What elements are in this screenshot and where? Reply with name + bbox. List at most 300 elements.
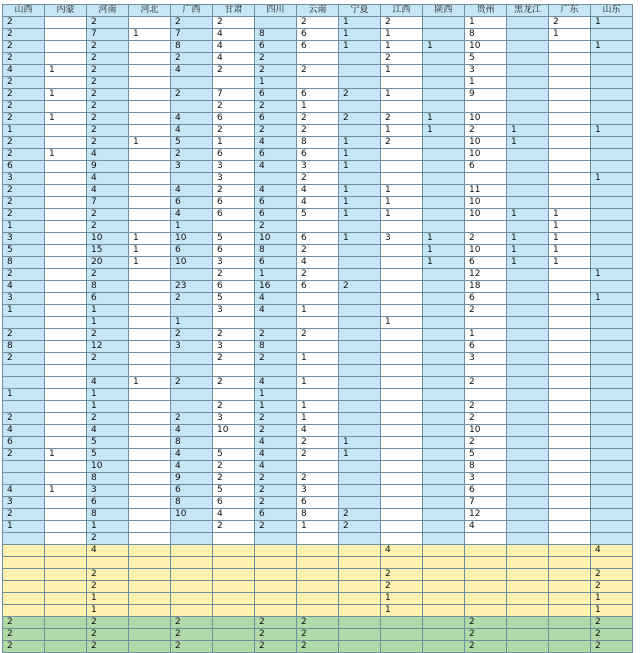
table-cell[interactable]: 2 — [297, 641, 339, 653]
table-cell[interactable] — [549, 545, 591, 557]
table-cell[interactable] — [549, 365, 591, 377]
table-cell[interactable]: 5 — [3, 245, 45, 257]
table-cell[interactable]: 2 — [297, 629, 339, 641]
table-cell[interactable] — [45, 317, 87, 329]
table-cell[interactable]: 2 — [255, 629, 297, 641]
table-cell[interactable] — [507, 149, 549, 161]
table-cell[interactable] — [591, 89, 633, 101]
table-cell[interactable] — [171, 365, 213, 377]
table-cell[interactable] — [423, 197, 465, 209]
table-cell[interactable] — [213, 545, 255, 557]
table-cell[interactable] — [423, 209, 465, 221]
table-cell[interactable]: 2 — [3, 185, 45, 197]
table-cell[interactable] — [129, 173, 171, 185]
table-cell[interactable]: 1 — [465, 329, 507, 341]
table-cell[interactable]: 2 — [171, 629, 213, 641]
table-cell[interactable] — [3, 533, 45, 545]
table-cell[interactable] — [339, 329, 381, 341]
table-cell[interactable] — [423, 341, 465, 353]
table-cell[interactable]: 1 — [507, 137, 549, 149]
table-cell[interactable] — [465, 593, 507, 605]
table-cell[interactable] — [3, 365, 45, 377]
table-cell[interactable] — [45, 569, 87, 581]
table-cell[interactable]: 2 — [87, 77, 129, 89]
table-cell[interactable] — [381, 449, 423, 461]
table-cell[interactable] — [45, 293, 87, 305]
table-cell[interactable]: 5 — [465, 53, 507, 65]
table-cell[interactable] — [591, 509, 633, 521]
table-cell[interactable]: 1 — [339, 137, 381, 149]
table-cell[interactable] — [339, 353, 381, 365]
table-cell[interactable] — [591, 497, 633, 509]
table-cell[interactable]: 12 — [465, 509, 507, 521]
table-cell[interactable] — [129, 89, 171, 101]
table-cell[interactable] — [381, 425, 423, 437]
table-cell[interactable] — [129, 641, 171, 653]
table-cell[interactable] — [507, 173, 549, 185]
table-cell[interactable] — [129, 53, 171, 65]
table-cell[interactable]: 10 — [465, 197, 507, 209]
table-cell[interactable] — [381, 485, 423, 497]
table-cell[interactable] — [549, 569, 591, 581]
table-cell[interactable]: 1 — [591, 593, 633, 605]
table-cell[interactable]: 7 — [213, 89, 255, 101]
table-cell[interactable]: 4 — [87, 173, 129, 185]
table-cell[interactable]: 1 — [255, 389, 297, 401]
table-cell[interactable] — [549, 497, 591, 509]
table-cell[interactable]: 1 — [87, 593, 129, 605]
table-cell[interactable] — [591, 557, 633, 569]
table-cell[interactable]: 2 — [87, 209, 129, 221]
table-cell[interactable]: 2 — [171, 53, 213, 65]
table-cell[interactable] — [45, 161, 87, 173]
table-cell[interactable] — [549, 353, 591, 365]
table-cell[interactable]: 1 — [339, 233, 381, 245]
table-cell[interactable]: 2 — [381, 17, 423, 29]
table-cell[interactable]: 4 — [87, 149, 129, 161]
table-cell[interactable] — [339, 101, 381, 113]
table-cell[interactable] — [591, 329, 633, 341]
table-cell[interactable] — [255, 317, 297, 329]
table-cell[interactable] — [171, 269, 213, 281]
table-cell[interactable]: 3 — [87, 485, 129, 497]
table-cell[interactable] — [255, 17, 297, 29]
table-cell[interactable] — [129, 161, 171, 173]
table-cell[interactable]: 2 — [3, 29, 45, 41]
table-cell[interactable] — [129, 125, 171, 137]
table-cell[interactable] — [549, 317, 591, 329]
table-cell[interactable] — [297, 605, 339, 617]
table-cell[interactable] — [339, 401, 381, 413]
table-cell[interactable] — [297, 593, 339, 605]
table-cell[interactable] — [255, 581, 297, 593]
table-cell[interactable] — [339, 605, 381, 617]
table-cell[interactable]: 2 — [3, 149, 45, 161]
table-cell[interactable] — [381, 401, 423, 413]
table-cell[interactable] — [423, 329, 465, 341]
table-cell[interactable]: 4 — [213, 29, 255, 41]
table-cell[interactable] — [549, 173, 591, 185]
table-cell[interactable] — [339, 317, 381, 329]
table-cell[interactable]: 2 — [3, 17, 45, 29]
table-cell[interactable]: 2 — [3, 413, 45, 425]
table-cell[interactable] — [45, 173, 87, 185]
table-cell[interactable] — [591, 29, 633, 41]
table-cell[interactable] — [339, 245, 381, 257]
table-cell[interactable] — [549, 533, 591, 545]
table-cell[interactable]: 2 — [381, 137, 423, 149]
table-cell[interactable]: 2 — [87, 137, 129, 149]
table-cell[interactable] — [591, 521, 633, 533]
table-cell[interactable]: 1 — [507, 125, 549, 137]
table-cell[interactable] — [423, 413, 465, 425]
table-cell[interactable] — [465, 365, 507, 377]
table-cell[interactable] — [213, 557, 255, 569]
table-cell[interactable]: 3 — [213, 305, 255, 317]
table-cell[interactable] — [507, 629, 549, 641]
table-cell[interactable] — [465, 545, 507, 557]
column-header[interactable]: 内蒙 — [45, 5, 87, 17]
table-cell[interactable]: 2 — [87, 41, 129, 53]
table-cell[interactable]: 4 — [3, 65, 45, 77]
table-cell[interactable]: 4 — [591, 545, 633, 557]
table-cell[interactable] — [423, 605, 465, 617]
table-cell[interactable]: 2 — [87, 329, 129, 341]
table-cell[interactable]: 2 — [465, 617, 507, 629]
table-cell[interactable] — [45, 329, 87, 341]
table-cell[interactable] — [297, 389, 339, 401]
table-cell[interactable] — [45, 365, 87, 377]
table-cell[interactable] — [507, 221, 549, 233]
table-cell[interactable]: 1 — [381, 209, 423, 221]
table-cell[interactable]: 1 — [297, 413, 339, 425]
table-cell[interactable]: 5 — [171, 137, 213, 149]
table-cell[interactable] — [591, 53, 633, 65]
table-cell[interactable]: 6 — [213, 245, 255, 257]
table-cell[interactable] — [339, 413, 381, 425]
table-cell[interactable] — [423, 557, 465, 569]
table-cell[interactable] — [129, 341, 171, 353]
table-cell[interactable] — [129, 545, 171, 557]
column-header[interactable]: 陕西 — [423, 5, 465, 17]
table-cell[interactable] — [423, 89, 465, 101]
table-cell[interactable] — [129, 149, 171, 161]
table-cell[interactable] — [423, 101, 465, 113]
table-cell[interactable]: 2 — [339, 509, 381, 521]
column-header[interactable]: 云南 — [297, 5, 339, 17]
table-cell[interactable] — [129, 293, 171, 305]
table-cell[interactable] — [129, 281, 171, 293]
table-cell[interactable] — [549, 521, 591, 533]
table-cell[interactable]: 2 — [3, 449, 45, 461]
table-cell[interactable]: 1 — [87, 389, 129, 401]
table-cell[interactable] — [507, 41, 549, 53]
table-cell[interactable]: 2 — [465, 629, 507, 641]
table-cell[interactable]: 2 — [255, 497, 297, 509]
table-cell[interactable] — [591, 257, 633, 269]
table-cell[interactable]: 6 — [213, 149, 255, 161]
table-cell[interactable] — [465, 569, 507, 581]
table-cell[interactable] — [507, 113, 549, 125]
table-cell[interactable]: 2 — [255, 413, 297, 425]
table-cell[interactable] — [129, 593, 171, 605]
table-cell[interactable] — [465, 221, 507, 233]
table-cell[interactable] — [45, 41, 87, 53]
table-cell[interactable]: 1 — [87, 401, 129, 413]
table-cell[interactable]: 5 — [213, 485, 255, 497]
table-cell[interactable] — [45, 593, 87, 605]
table-cell[interactable] — [339, 305, 381, 317]
table-cell[interactable] — [507, 449, 549, 461]
table-cell[interactable] — [213, 581, 255, 593]
table-cell[interactable] — [45, 29, 87, 41]
table-cell[interactable]: 2 — [255, 53, 297, 65]
table-cell[interactable] — [255, 569, 297, 581]
table-cell[interactable]: 9 — [87, 161, 129, 173]
table-cell[interactable]: 2 — [381, 113, 423, 125]
table-cell[interactable] — [507, 605, 549, 617]
table-cell[interactable]: 1 — [45, 149, 87, 161]
table-cell[interactable] — [507, 473, 549, 485]
table-cell[interactable]: 5 — [87, 449, 129, 461]
table-cell[interactable] — [423, 389, 465, 401]
table-cell[interactable]: 4 — [171, 449, 213, 461]
table-cell[interactable]: 2 — [171, 293, 213, 305]
table-cell[interactable]: 1 — [591, 269, 633, 281]
table-cell[interactable] — [213, 569, 255, 581]
table-cell[interactable]: 2 — [3, 89, 45, 101]
table-cell[interactable] — [339, 461, 381, 473]
table-cell[interactable] — [591, 389, 633, 401]
table-cell[interactable] — [507, 197, 549, 209]
table-cell[interactable]: 1 — [507, 233, 549, 245]
table-cell[interactable] — [591, 353, 633, 365]
table-cell[interactable] — [549, 197, 591, 209]
table-cell[interactable] — [3, 569, 45, 581]
table-cell[interactable] — [129, 437, 171, 449]
table-cell[interactable]: 4 — [87, 425, 129, 437]
table-cell[interactable] — [423, 497, 465, 509]
table-cell[interactable]: 10 — [465, 137, 507, 149]
table-cell[interactable] — [255, 605, 297, 617]
table-cell[interactable]: 2 — [465, 233, 507, 245]
table-cell[interactable] — [45, 617, 87, 629]
table-cell[interactable] — [129, 185, 171, 197]
table-cell[interactable] — [549, 77, 591, 89]
table-cell[interactable] — [507, 569, 549, 581]
table-cell[interactable]: 1 — [45, 449, 87, 461]
table-cell[interactable]: 1 — [381, 41, 423, 53]
table-cell[interactable]: 2 — [591, 629, 633, 641]
table-cell[interactable] — [423, 377, 465, 389]
table-cell[interactable] — [339, 125, 381, 137]
table-cell[interactable]: 4 — [3, 281, 45, 293]
table-cell[interactable] — [381, 365, 423, 377]
table-cell[interactable]: 2 — [465, 413, 507, 425]
table-cell[interactable]: 7 — [171, 29, 213, 41]
table-cell[interactable] — [339, 365, 381, 377]
table-cell[interactable] — [45, 17, 87, 29]
table-cell[interactable] — [129, 401, 171, 413]
table-cell[interactable] — [549, 89, 591, 101]
table-cell[interactable] — [507, 329, 549, 341]
table-cell[interactable]: 4 — [297, 257, 339, 269]
table-cell[interactable]: 2 — [87, 125, 129, 137]
table-cell[interactable]: 2 — [213, 65, 255, 77]
table-cell[interactable]: 4 — [255, 293, 297, 305]
table-cell[interactable]: 4 — [255, 437, 297, 449]
table-cell[interactable]: 2 — [3, 77, 45, 89]
table-cell[interactable]: 2 — [213, 125, 255, 137]
table-cell[interactable] — [507, 305, 549, 317]
table-cell[interactable]: 3 — [213, 161, 255, 173]
table-cell[interactable] — [591, 437, 633, 449]
table-cell[interactable]: 1 — [129, 257, 171, 269]
table-cell[interactable] — [423, 293, 465, 305]
table-cell[interactable] — [213, 533, 255, 545]
table-cell[interactable]: 10 — [171, 233, 213, 245]
table-cell[interactable] — [45, 377, 87, 389]
table-cell[interactable]: 8 — [297, 509, 339, 521]
table-cell[interactable] — [423, 425, 465, 437]
table-cell[interactable] — [339, 77, 381, 89]
table-cell[interactable] — [3, 473, 45, 485]
table-cell[interactable]: 6 — [255, 149, 297, 161]
table-cell[interactable] — [171, 545, 213, 557]
table-cell[interactable]: 1 — [423, 233, 465, 245]
table-cell[interactable] — [45, 353, 87, 365]
table-cell[interactable] — [297, 293, 339, 305]
table-cell[interactable]: 10 — [465, 149, 507, 161]
table-cell[interactable] — [381, 413, 423, 425]
table-cell[interactable]: 3 — [381, 233, 423, 245]
table-cell[interactable] — [339, 65, 381, 77]
table-cell[interactable] — [129, 485, 171, 497]
table-cell[interactable]: 2 — [255, 125, 297, 137]
table-cell[interactable] — [45, 461, 87, 473]
table-cell[interactable] — [213, 641, 255, 653]
table-cell[interactable]: 2 — [255, 425, 297, 437]
table-cell[interactable]: 4 — [297, 185, 339, 197]
table-cell[interactable]: 6 — [255, 197, 297, 209]
table-cell[interactable]: 2 — [381, 53, 423, 65]
table-cell[interactable]: 1 — [381, 593, 423, 605]
table-cell[interactable] — [339, 473, 381, 485]
table-cell[interactable]: 1 — [339, 185, 381, 197]
table-cell[interactable] — [45, 497, 87, 509]
table-cell[interactable] — [339, 629, 381, 641]
table-cell[interactable]: 8 — [87, 281, 129, 293]
table-cell[interactable] — [507, 317, 549, 329]
table-cell[interactable] — [297, 77, 339, 89]
table-cell[interactable]: 1 — [465, 77, 507, 89]
table-cell[interactable]: 2 — [87, 641, 129, 653]
table-cell[interactable] — [45, 605, 87, 617]
table-cell[interactable]: 6 — [465, 257, 507, 269]
table-cell[interactable]: 5 — [465, 449, 507, 461]
table-cell[interactable] — [129, 209, 171, 221]
table-cell[interactable] — [3, 377, 45, 389]
table-cell[interactable]: 2 — [255, 617, 297, 629]
table-cell[interactable]: 8 — [171, 497, 213, 509]
table-cell[interactable] — [465, 101, 507, 113]
table-cell[interactable]: 6 — [213, 209, 255, 221]
table-cell[interactable] — [129, 629, 171, 641]
table-cell[interactable]: 10 — [171, 257, 213, 269]
table-cell[interactable] — [3, 401, 45, 413]
table-cell[interactable]: 1 — [423, 257, 465, 269]
table-cell[interactable] — [129, 533, 171, 545]
table-cell[interactable]: 2 — [87, 569, 129, 581]
table-cell[interactable]: 2 — [591, 581, 633, 593]
table-cell[interactable]: 1 — [339, 149, 381, 161]
table-cell[interactable]: 2 — [87, 101, 129, 113]
table-cell[interactable] — [507, 401, 549, 413]
table-cell[interactable]: 4 — [171, 113, 213, 125]
table-cell[interactable]: 1 — [129, 233, 171, 245]
table-cell[interactable] — [423, 365, 465, 377]
table-cell[interactable]: 2 — [465, 305, 507, 317]
table-cell[interactable] — [423, 581, 465, 593]
table-cell[interactable] — [339, 293, 381, 305]
table-cell[interactable] — [507, 413, 549, 425]
table-cell[interactable]: 2 — [3, 113, 45, 125]
table-cell[interactable] — [423, 545, 465, 557]
table-cell[interactable]: 1 — [87, 317, 129, 329]
table-cell[interactable]: 2 — [297, 65, 339, 77]
table-cell[interactable]: 1 — [591, 173, 633, 185]
table-cell[interactable] — [423, 461, 465, 473]
table-cell[interactable] — [213, 221, 255, 233]
table-cell[interactable]: 6 — [465, 485, 507, 497]
table-cell[interactable] — [549, 41, 591, 53]
column-header[interactable]: 山西 — [3, 5, 45, 17]
table-cell[interactable] — [339, 581, 381, 593]
table-cell[interactable] — [465, 557, 507, 569]
table-cell[interactable]: 2 — [213, 17, 255, 29]
table-cell[interactable] — [339, 533, 381, 545]
table-cell[interactable] — [423, 173, 465, 185]
table-cell[interactable] — [3, 557, 45, 569]
table-cell[interactable]: 2 — [3, 209, 45, 221]
table-cell[interactable] — [423, 401, 465, 413]
table-cell[interactable] — [465, 173, 507, 185]
table-cell[interactable]: 4 — [3, 425, 45, 437]
table-cell[interactable] — [339, 641, 381, 653]
table-cell[interactable] — [381, 149, 423, 161]
table-cell[interactable] — [591, 317, 633, 329]
table-cell[interactable] — [423, 161, 465, 173]
table-cell[interactable] — [255, 173, 297, 185]
table-cell[interactable] — [45, 197, 87, 209]
table-cell[interactable]: 6 — [255, 113, 297, 125]
table-cell[interactable]: 2 — [213, 377, 255, 389]
table-cell[interactable]: 7 — [87, 197, 129, 209]
table-cell[interactable] — [129, 65, 171, 77]
table-cell[interactable]: 1 — [381, 197, 423, 209]
table-cell[interactable]: 2 — [213, 329, 255, 341]
table-cell[interactable] — [45, 245, 87, 257]
table-cell[interactable] — [507, 497, 549, 509]
table-cell[interactable] — [171, 401, 213, 413]
table-cell[interactable] — [507, 533, 549, 545]
table-cell[interactable]: 1 — [339, 437, 381, 449]
table-cell[interactable]: 8 — [3, 257, 45, 269]
table-cell[interactable]: 1 — [297, 101, 339, 113]
table-cell[interactable] — [45, 137, 87, 149]
table-cell[interactable] — [549, 641, 591, 653]
table-cell[interactable]: 6 — [213, 281, 255, 293]
